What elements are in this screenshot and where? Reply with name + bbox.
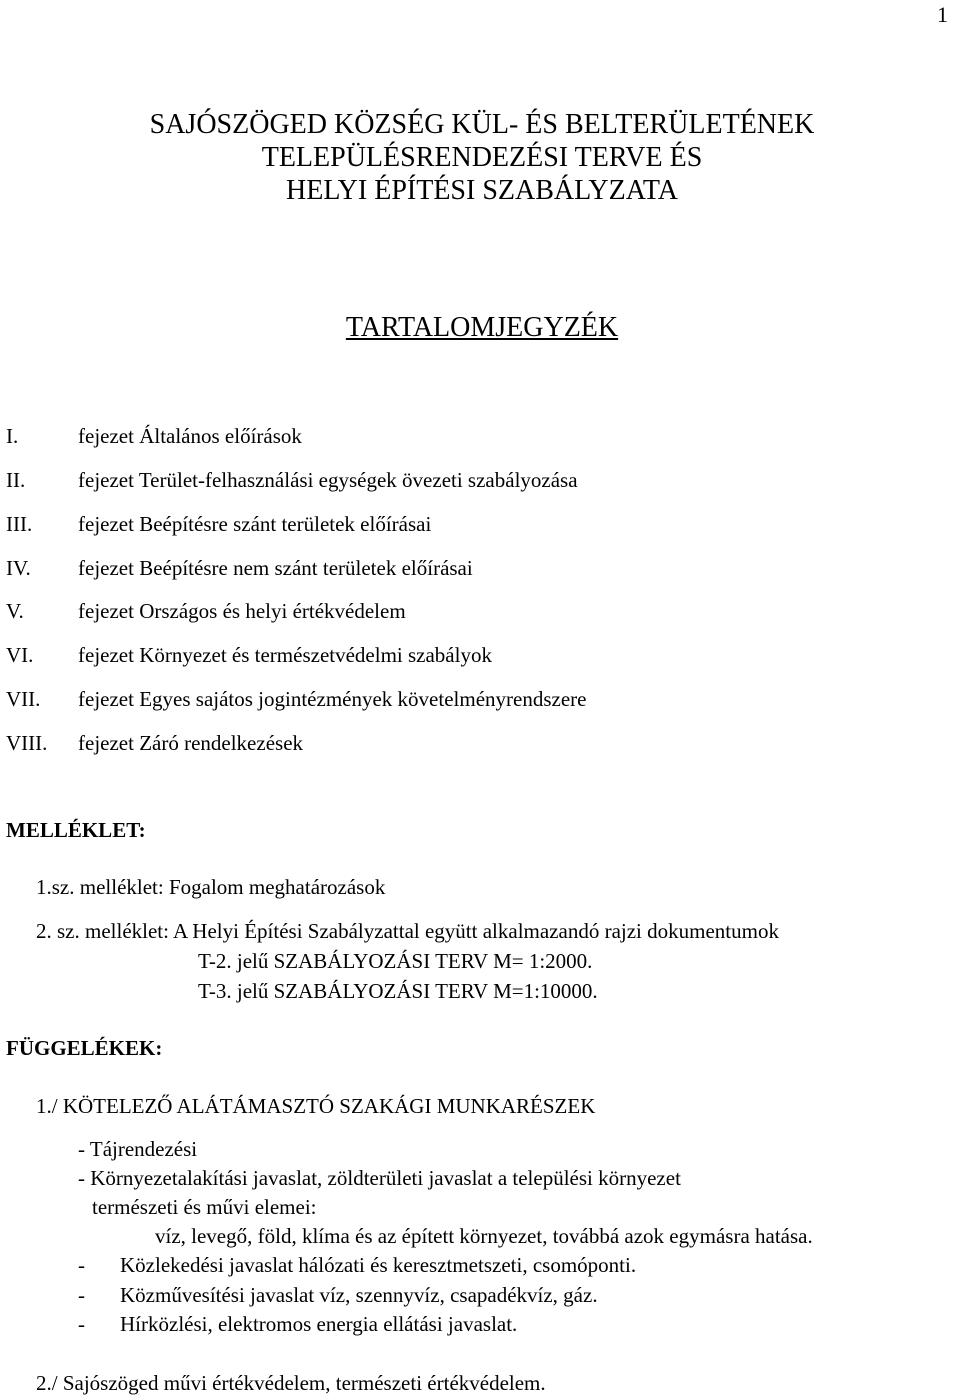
page-number: 1 (937, 2, 948, 27)
melleklet-heading: MELLÉKLET: (6, 818, 146, 842)
chapter-number: VIII. (6, 731, 48, 755)
list-item-tajrendezesi: - Tájrendezési (78, 1137, 198, 1161)
chapter-number: III. (6, 512, 33, 536)
chapter-title: fejezet Beépítésre nem szánt területek előírásai (78, 556, 473, 580)
melleklet-item-1: 1.sz. melléklet: Fogalom meghatározások (36, 875, 386, 899)
chapter-title: fejezet Beépítésre szánt területek előírásai (78, 512, 432, 536)
chapter-title: fejezet Országos és helyi értékvédelem (78, 599, 406, 623)
chapter-title: fejezet Záró rendelkezések (78, 731, 304, 755)
melleklet-item-2-sub-2: T-3. jelű SZABÁLYOZÁSI TERV M=1:10000. (198, 979, 598, 1003)
section-2-title: 2./ Sajószöged művi értékvédelem, természeti értékvédelem. (36, 1371, 546, 1395)
section-1-title: 1./ KÖTELEZŐ ALÁTÁMASZTÓ SZAKÁGI MUNKARÉSZEK (36, 1094, 596, 1118)
list-dash: - (78, 1312, 85, 1336)
list-dash: - (78, 1283, 85, 1307)
chapter-title: fejezet Környezet és természetvédelmi szabályok (78, 643, 492, 667)
chapter-number: II. (6, 468, 26, 492)
list-item-kornyezetalakitasi-cont: természeti és művi elemei: (92, 1195, 317, 1219)
chapter-title: fejezet Terület-felhasználási egységek övezeti szabályozása (78, 468, 578, 492)
chapter-number: IV. (6, 556, 31, 580)
list-item-hirkozlesi: Hírközlési, elektromos energia ellátási javaslat. (120, 1312, 518, 1336)
list-item-kornyezetalakitasi-detail: víz, levegő, föld, klíma és az épített környezet, továbbá azok egymásra hatása. (155, 1224, 813, 1248)
chapter-number: V. (6, 599, 24, 623)
document-title-line-2: TELEPÜLÉSRENDEZÉSI TERVE ÉS (261, 142, 703, 173)
melleklet-item-2-sub-1: T-2. jelű SZABÁLYOZÁSI TERV M= 1:2000. (198, 949, 593, 973)
list-item-kozmuvesitesi: Közművesítési javaslat víz, szennyvíz, csapadékvíz, gáz. (120, 1283, 598, 1307)
list-dash: - (78, 1253, 85, 1277)
chapter-number: VII. (6, 687, 41, 711)
chapter-title: fejezet Egyes sajátos jogintézmények követelményrendszere (78, 687, 587, 711)
list-item-kornyezetalakitasi: - Környezetalakítási javaslat, zöldterületi javaslat a települési környezet (78, 1166, 681, 1190)
chapter-number: VI. (6, 643, 34, 667)
document-title-line-1: SAJÓSZÖGED KÖZSÉG KÜL- ÉS BELTERÜLETÉNEK (149, 109, 815, 140)
melleklet-item-2: 2. sz. melléklet: A Helyi Építési Szabályzattal együtt alkalmazandó rajzi dokumentumok (36, 919, 779, 943)
toc-title: TARTALOMJEGYZÉK (345, 312, 619, 343)
chapter-number: I. (6, 424, 19, 448)
document-title-line-3: HELYI ÉPÍTÉSI SZABÁLYZATA (286, 175, 678, 206)
chapter-title: fejezet Általános előírások (78, 424, 302, 448)
fuggelekek-heading: FÜGGELÉKEK: (6, 1036, 163, 1060)
list-item-kozlekedesi: Közlekedési javaslat hálózati és keresztmetszeti, csomóponti. (120, 1253, 637, 1277)
